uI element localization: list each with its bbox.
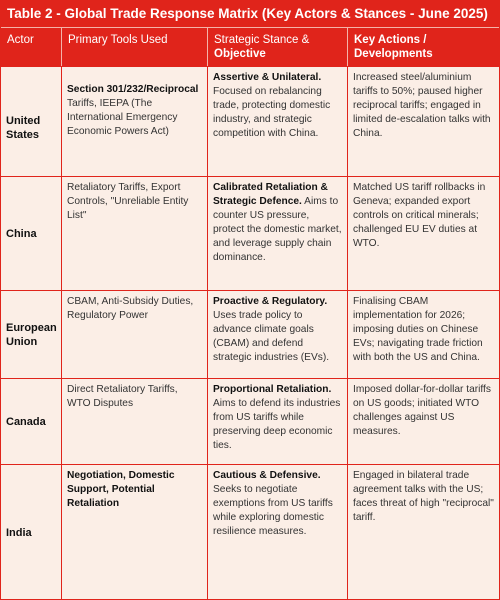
table-row [1,66,499,176]
header-tools: Primary Tools Used [62,28,208,66]
actions-cell: Increased steel/aluminium tariffs to 50%; paused higher reciprocal tariffs; engaged in limited de-escalation talks with China. [353,72,491,139]
actor-cell: India [1,465,62,600]
header-stance-line1: Strategic Stance & [214,34,310,46]
table-row [1,378,499,464]
actor-cell: China [1,177,62,290]
table-header [1,27,499,66]
stance-bold: Assertive & Unilateral. [213,72,322,83]
header-stance [208,28,348,66]
stance-cell [208,67,348,176]
table-row [1,464,499,600]
tools-cell [62,291,208,378]
stance-cell [208,465,348,600]
header-actions [348,28,499,66]
tools-cell [62,465,208,600]
tools-text: CBAM, Anti-Subsidy Duties, Regulatory Power [67,296,194,321]
tools-bold: Negotiation, Domestic Support, Potential Retaliation [67,470,175,509]
tools-text: Retaliatory Tariffs, Export Controls, "Unreliable Entity List" [67,182,189,221]
header-actions-line1: Key Actions / [354,34,427,46]
header-stance-line2: Objective [214,48,266,60]
table-row [1,176,499,290]
actor-cell: United States [1,67,62,176]
tools-text: Tariffs, IEEPA (The International Emergency Economic Powers Act) [67,98,178,137]
stance-cell [208,177,348,290]
stance-text: Aims to defend its industries from US tariffs while preserving deep economic ties. [213,398,341,451]
stance-text: Aims to counter US pressure, protect the domestic market, and leverage supply chain dominance. [213,196,342,263]
actions-cell: Finalising CBAM implementation for 2026; imposing duties on Chinese EVs; navigating trade friction with both the US and China. [353,296,483,363]
actions-cell: Matched US tariff rollbacks in Geneva; expanded export controls on critical minerals; challenged EU EV duties at WTO. [353,182,486,249]
stance-cell [208,379,348,464]
stance-text: Uses trade policy to advance climate goals (CBAM) and defend strategic industries (EVs). [213,310,330,363]
actions-cell: Imposed dollar-for-dollar tariffs on US goods; initiated WTO challenges against US measures. [353,384,491,437]
tools-cell [62,379,208,464]
tools-text: Direct Retaliatory Tariffs, WTO Disputes [67,384,178,409]
stance-bold: Cautious & Defensive. [213,470,321,481]
tools-bold: Section 301/232/Reciprocal [67,84,199,95]
actions-cell: Engaged in bilateral trade agreement talks with the US; faces threat of high "reciprocal" tariff. [353,470,494,523]
table-row [1,290,499,378]
stance-text: Seeks to negotiate exemptions from US tariffs while exploring domestic resilience measures. [213,484,333,537]
actor-cell: European Union [1,291,62,378]
stance-bold: Proactive & Regulatory. [213,296,328,307]
stance-bold: Calibrated Retaliation & Strategic Defence. [213,182,328,207]
actor-cell: Canada [1,379,62,464]
header-actor: Actor [1,28,62,66]
tools-cell [62,67,208,176]
stance-bold: Proportional Retaliation. [213,384,332,395]
table-title: Table 2 - Global Trade Response Matrix (Key Actors & Stances - June 2025) [1,1,499,27]
tools-cell [62,177,208,290]
stance-cell [208,291,348,378]
stance-text: Focused on rebalancing trade, protecting domestic industry, and strategic competition with China. [213,86,331,139]
header-actions-line2: Developments [354,48,433,60]
